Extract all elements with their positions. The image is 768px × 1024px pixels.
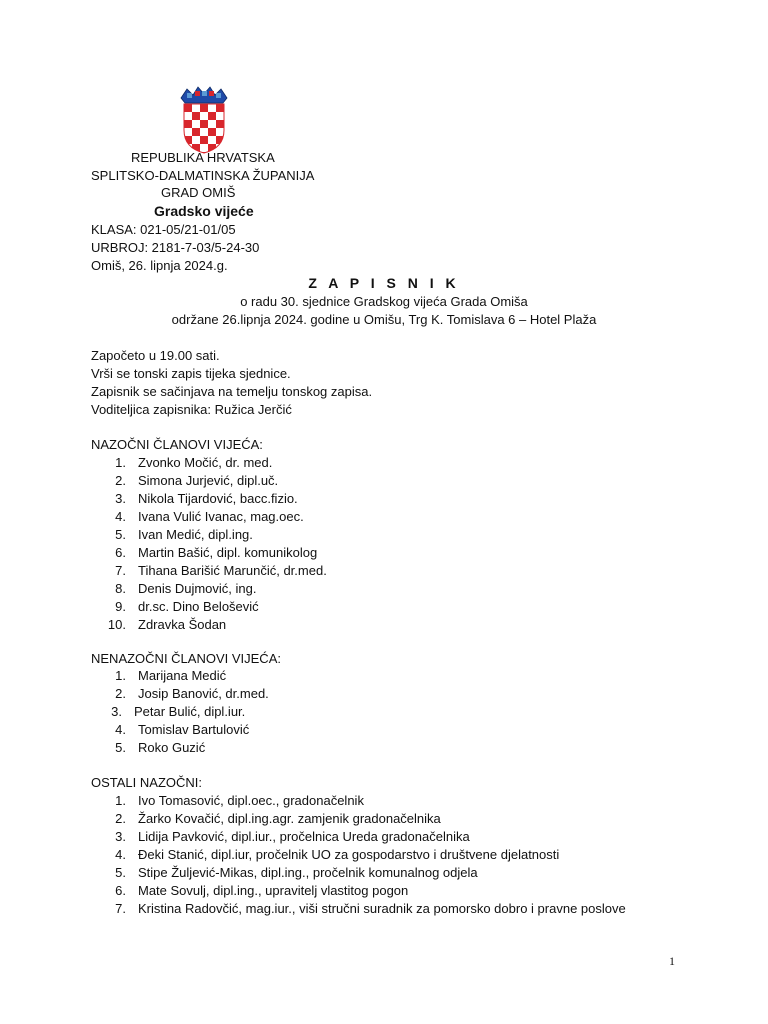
absent-heading: NENAZOČNI ČLANOVI VIJEĆA: <box>91 651 281 666</box>
present-heading: NAZOČNI ČLANOVI VIJEĆA: <box>91 437 263 452</box>
datum: Omiš, 26. lipnja 2024.g. <box>91 258 228 273</box>
document-title: Z A P I S N I K <box>308 275 460 291</box>
klasa: KLASA: 021-05/21-01/05 <box>91 222 236 237</box>
intro-basis: Zapisnik se sačinjava na temelju tonskog zapisa. <box>91 384 373 399</box>
subtitle-line1: o radu 30. sjednice Gradskog vijeća Grada Omiša <box>240 294 528 309</box>
header-vijece: Gradsko vijeće <box>154 203 254 219</box>
page-number: 1 <box>669 954 675 968</box>
subtitle-line2: održane 26.lipnja 2024. godine u Omišu, Trg K. Tomislava 6 – Hotel Plaža <box>171 312 597 327</box>
intro-recording: Vrši se tonski zapis tijeka sjednice. <box>91 366 291 381</box>
croatian-coat-of-arms-icon <box>178 86 230 154</box>
others-heading: OSTALI NAZOČNI: <box>91 775 202 790</box>
header-republika: REPUBLIKA HRVATSKA <box>131 150 275 165</box>
header-grad: GRAD OMIŠ <box>161 185 236 200</box>
intro-start: Započeto u 19.00 sati. <box>91 348 220 363</box>
crown-icon <box>181 87 227 103</box>
urbroj: URBROJ: 2181-7-03/5-24-30 <box>91 240 260 255</box>
header-zupanija: SPLITSKO-DALMATINSKA ŽUPANIJA <box>91 168 315 183</box>
intro-secretary: Voditeljica zapisnika: Ružica Jerčić <box>91 402 292 417</box>
